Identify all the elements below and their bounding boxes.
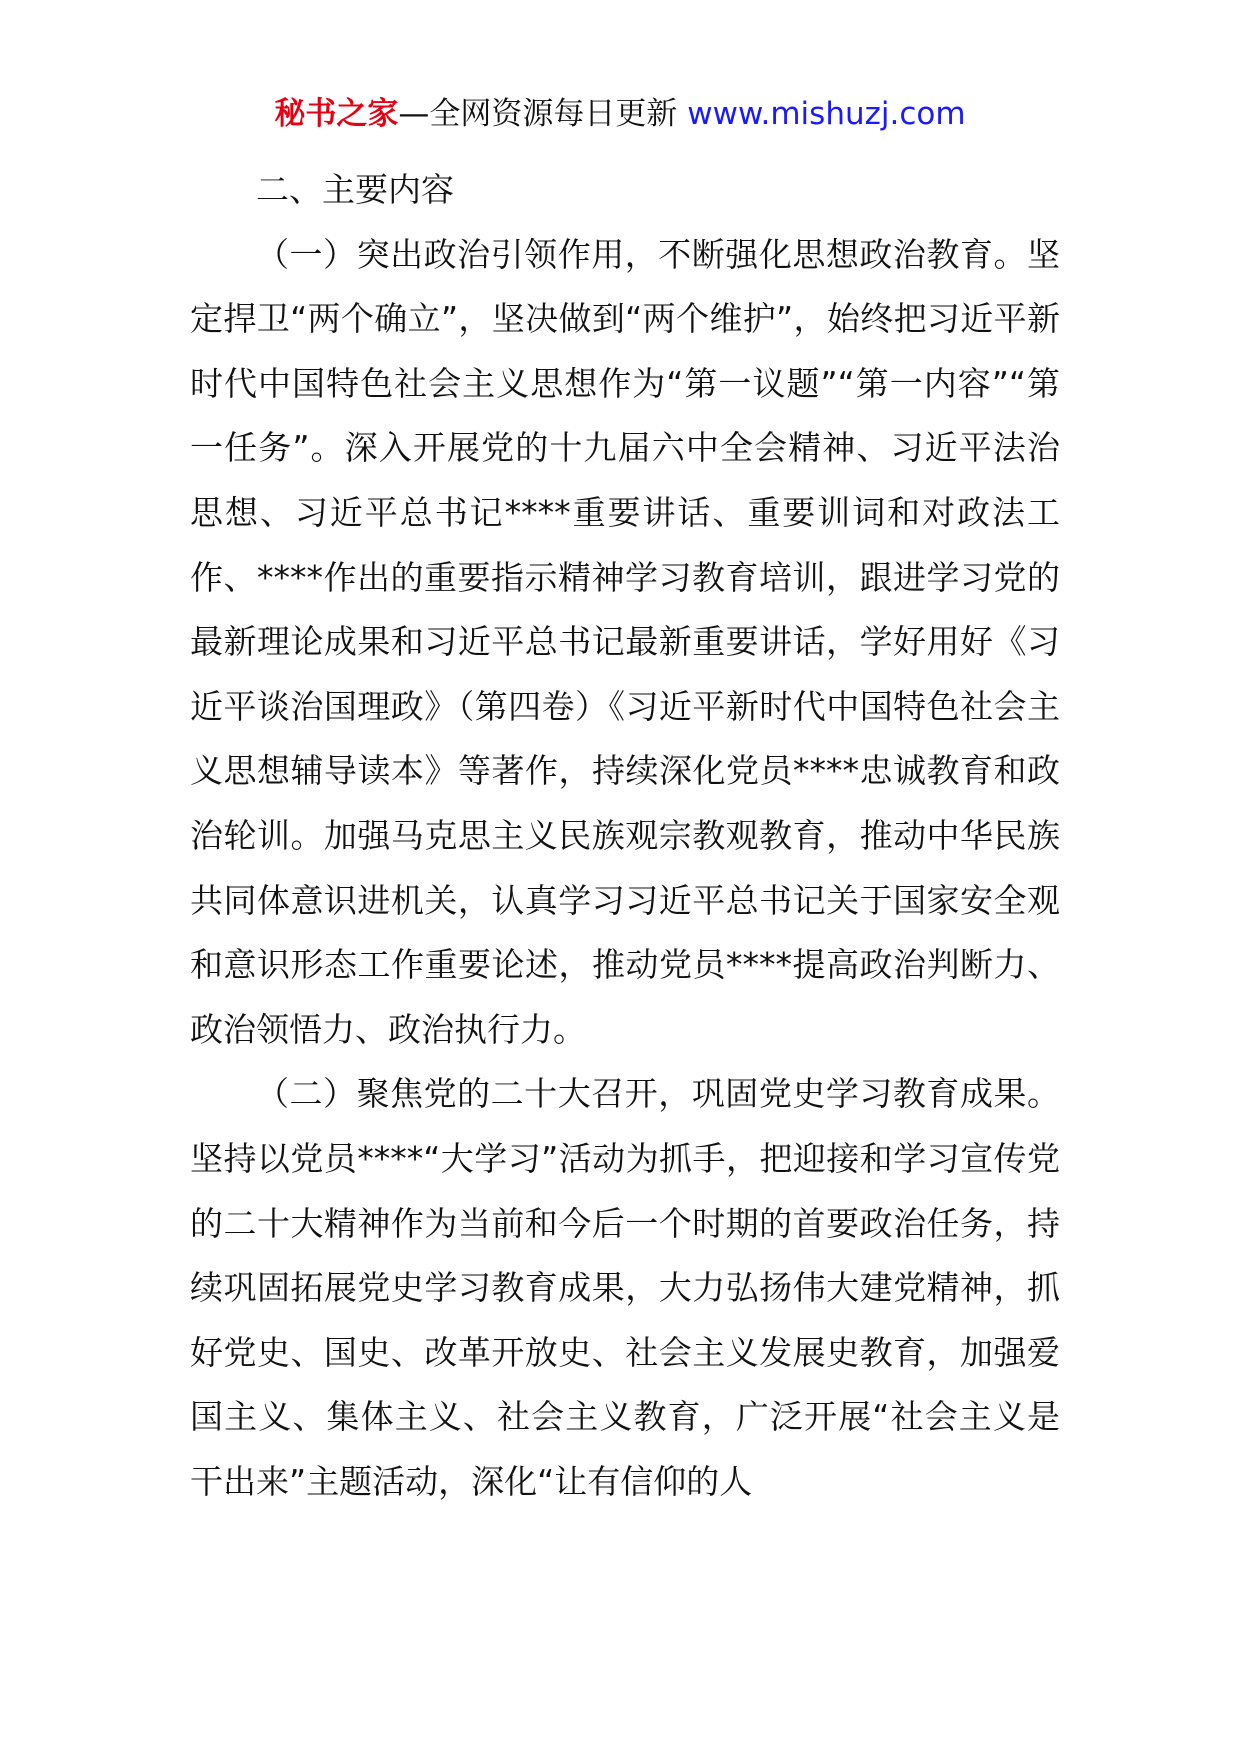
page-header — [0, 94, 1240, 134]
brand-name: 秘书之家 — [274, 96, 399, 132]
paragraph-2: （二）聚焦党的二十大召开，巩固党史学习教育成果。坚持以党员****“大学习”活动为抓手，把迎接和学习宣传党的二十大精神作为当前和今后一个时期的首要政治任务，持续巩固拓展党史学习教育成果，大力弘扬伟大建党精神，抓好党史、国史、改革开放史、社会主义发展史教育，加强爱国主义、集体主义、社会主义教育，广泛开展“社会主义是干出来”主题活动，深化“让有信仰的人 — [190, 1074, 1060, 1501]
document-body — [190, 158, 1060, 1514]
paragraph-1: （一）突出政治引领作用，不断强化思想政治教育。坚定捍卫“两个确立”，坚决做到“两个维护”，始终把习近平新时代中国特色社会主义思想作为“第一议题”“第一内容”“第一任务”。深入开展党的十九届六中全会精神、习近平法治思想、习近平总书记****重要讲话、重要训词和对政法工作、****作出的重要指示精神学习教育培训，跟进学习党的最新理论成果和习近平总书记最新重要讲话，学好用好《习近平谈治国理政》（第四卷）《习近平新时代中国特色社会主义思想辅导读本》等著作，持续深化党员****忠诚教育和政治轮训。加强马克思主义民族观宗教观教育，推动中华民族共同体意识进机关，认真学习习近平总书记关于国家安全观和意识形态工作重要论述，推动党员****提高政治判断力、政治领悟力、政治执行力。 — [190, 234, 1060, 1049]
header-tagline: —全网资源每日更新 — [398, 96, 688, 132]
section-heading: 二、主要内容 — [256, 170, 454, 209]
site-url-link[interactable]: www.mishuzj.com — [687, 96, 966, 132]
